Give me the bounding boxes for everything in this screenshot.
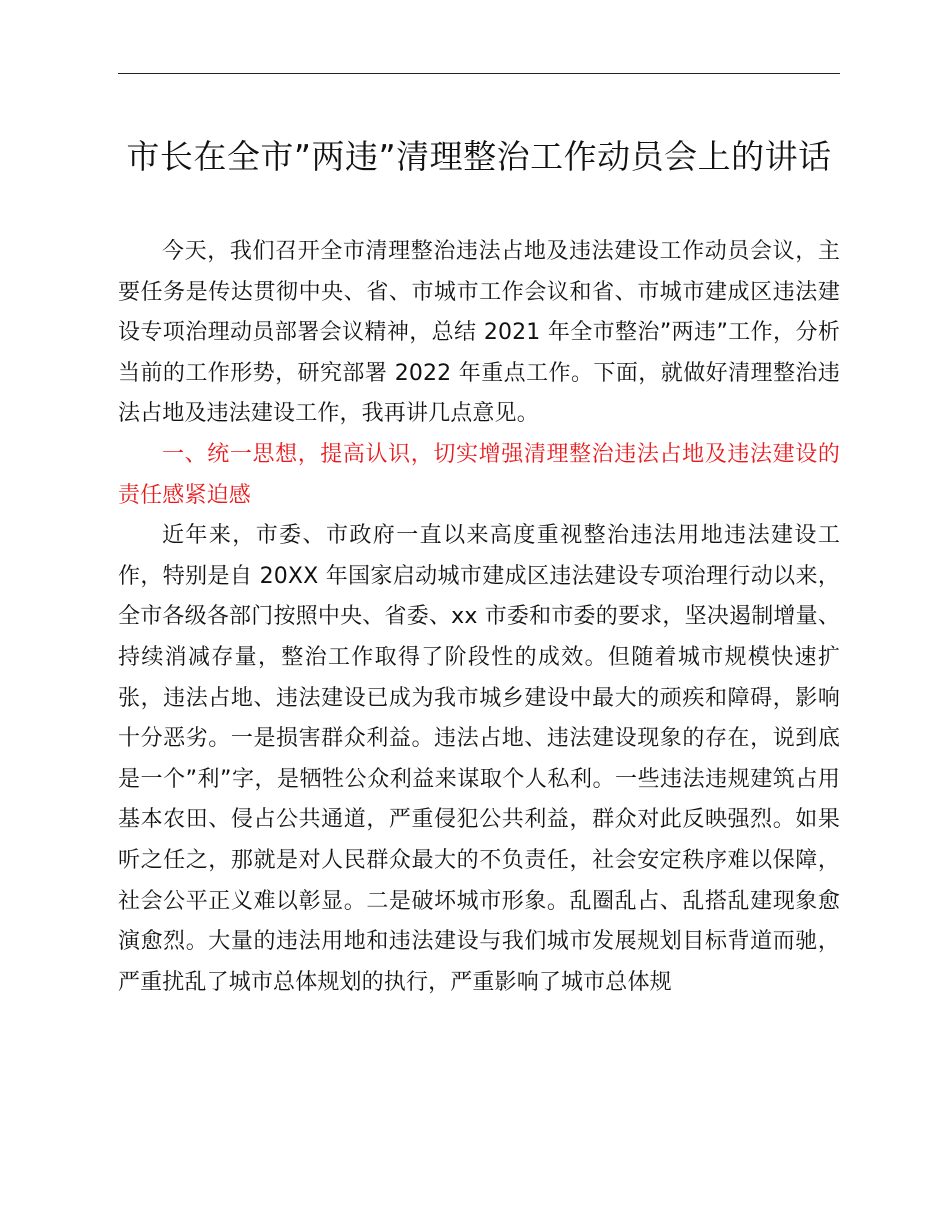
header-rule (118, 73, 840, 74)
paragraph-opening: 今天，我们召开全市清理整治违法占地及违法建设工作动员会议，主要任务是传达贯彻中央、省、市城市工作会议和省、市城市建成区违法建设专项治理动员部署会议精神，总结 2021 年全市整治”两违”工作，分析当前的工作形势，研究部署 2022 年重点工作。下面，就做好清理整治违法占地及违法建设工作，我再讲几点意见。 (118, 239, 840, 427)
document-title: 市长在全市”两违”清理整治工作动员会上的讲话 (126, 137, 832, 176)
paragraph-section-1: 近年来，市委、市政府一直以来高度重视整治违法用地违法建设工作，特别是自 20XX 年国家启动城市建成区违法建设专项治理行动以来，全市各级各部门按照中央、省委、xx 市委和市委的要求，坚决遏制增量、持续消减存量，整治工作取得了阶段性的成效。但随着城市规模快速扩张，违法占地、违法建设已成为我市城乡建设中最大的顽疾和障碍，影响十分恶劣。一是损害群众利益。违法占地、违法建设现象的存在，说到底是一个”利”字，是牺牲公众利益来谋取个人私利。一些违法违规建筑占用基本农田、侵占公共通道，严重侵犯公共利益，群众对此反映强烈。如果听之任之，那就是对人民群众最大的不负责任，社会安定秩序难以保障，社会公平正义难以彰显。二是破坏城市形象。乱圈乱占、乱搭乱建现象愈演愈烈。大量的违法用地和违法建设与我们城市发展规划目标背道而驰，严重扰乱了城市总体规划的执行，严重影响了城市总体规 (118, 523, 840, 995)
document-body (118, 232, 840, 1003)
section-heading-1: 一、统一思想，提高认识，切实增强清理整治违法占地及违法建设的责任感紧迫感 (118, 441, 840, 508)
